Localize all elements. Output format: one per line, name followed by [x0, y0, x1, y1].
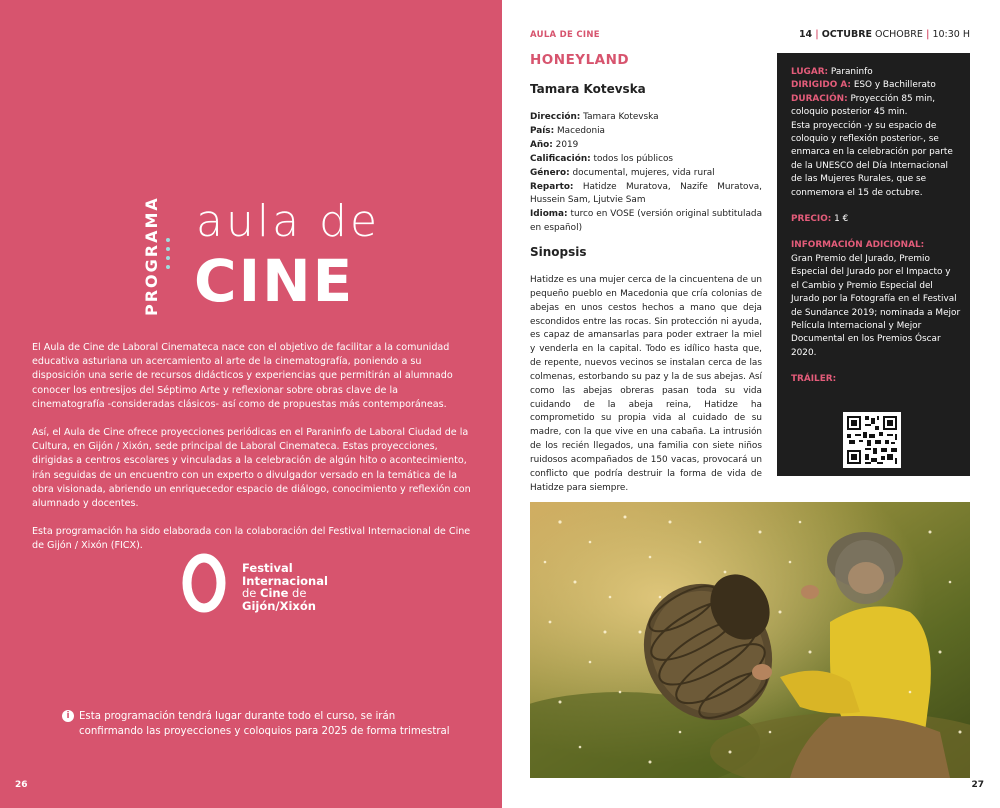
- spec-row: Género: documental, mujeres, vida rural: [530, 167, 715, 178]
- spec-row: País: Macedonia: [530, 125, 605, 136]
- dirigido-line: DIRIGIDO A: ESO y Bachillerato: [791, 80, 936, 91]
- info-box: [777, 53, 970, 476]
- spec-row: Idioma: turco en VOSE (versión original subtitulada en español): [530, 209, 763, 234]
- festival-ring-icon: [182, 552, 226, 614]
- spec-row: Reparto: Hatidze Muratova, Nazife Muratova, Hussein Sam, Ljutvie Sam: [530, 181, 762, 206]
- info-icon: i: [62, 710, 74, 722]
- trailer-qr-code[interactable]: [843, 412, 901, 468]
- spec-row: Calificación: todos los públicos: [530, 153, 674, 164]
- section-kicker: AULA DE CINE: [530, 30, 600, 40]
- precio-line: PRECIO: 1 €: [791, 214, 849, 225]
- date-time: 10:30 H: [932, 29, 970, 40]
- intro-paragraph-1: El Aula de Cine de Laboral Cinemateca nace con el objetivo de facilitar a la comunidad educativa asturiana un acercamiento al arte de la cinematografía, poniendo a su disposición una serie de recursos didácticos y experiencias que permitirán al alumnado conocer los entresijos del Séptimo Arte y reflexionar sobre obras clave de la cinematografía -consideradas clásicos- así como de propuestas más contemporáneas.: [32, 342, 453, 410]
- date-day: 14: [798, 29, 813, 40]
- logo-cine: CINE: [194, 247, 355, 315]
- info-adicional-label: INFORMACIÓN ADICIONAL:: [791, 240, 925, 251]
- context-text: Esta proyección -y su espacio de coloquio y reflexión posterior-, se enmarca en la celebración por parte de la UNESCO del Día Internacional de las Mujeres Rurales, que se conmemora el 15 de octubre.: [791, 120, 953, 198]
- de-cine-de-line: de Cine de: [242, 586, 307, 600]
- date-month-ast: OCHOBRE: [875, 29, 923, 40]
- date-month-es: OCTUBRE: [821, 29, 873, 40]
- internacional-word: Internacional: [242, 573, 328, 588]
- spec-row: Año: 2019: [530, 139, 579, 150]
- sinopsis-text: Hatidze es una mujer cerca de la cincuentena de un pequeño pueblo en Macedonia que cría colonias de abejas en unos cestos hechos a mano que deja escondidos entre las rocas. Sin protección ni ayuda, es capaz de amansarlas para poder extraer la miel y venderla en la capital. Todo es idílico hasta que, de repente, nuevos vecinos se instalan cerca de las colmenas, estorbando su paz y la de sus abejas. Así como las abejas obreras pasan toda su vida cuidando de la abeja reina, Hatidze ha comprometido su propia vida al cuidado de su madre, con la que vive en una cabaña. La intrusión de los recién llegados, una familia con siete niños ruidosos acompañados de 150 vacas, provocará un conflicto que podría destruir la forma de vida de Hatidze para siempre.: [530, 275, 762, 493]
- beekeeper-photo-image: [530, 502, 970, 778]
- logo-aula-de: aula de: [196, 196, 381, 247]
- page-number-right: 27: [971, 780, 984, 790]
- gijon-xixon-word: Gijón/Xixón: [242, 598, 316, 613]
- duracion-line: DURACIÓN: Proyección 85 min, coloquio posterior 45 min.: [791, 93, 936, 118]
- sinopsis-heading: Sinopsis: [530, 245, 587, 259]
- spec-row: Dirección: Tamara Kotevska: [530, 112, 659, 122]
- page-number-left: 26: [15, 780, 28, 790]
- film-still-photo: [530, 502, 970, 778]
- intro-paragraph-2: Así, el Aula de Cine ofrece proyecciones periódicas en el Paraninfo de Laboral Ciudad de la Cultura, en Gijón / Xixón, sede principal de Laboral Cinemateca. Estas proyecciones, dirigidas a centros escolares y vinculadas a la celebración de algún hito o acontecimiento, irán seguidas de un encuentro con un experto o divulgador versado en la temática de la obra visionada, abriendo un enriquecedor espacio de diálogo, conocimiento y reflexión con alumnado y docentes.: [32, 427, 471, 510]
- qr-code-icon: [843, 412, 901, 468]
- film-specs: [530, 111, 762, 236]
- director-heading: Tamara Kotevska: [530, 82, 646, 96]
- festival-word: Festival: [242, 561, 293, 575]
- right-page: [502, 0, 1000, 808]
- screening-date: 14 | OCTUBRE OCHOBRE | 10:30 H: [798, 29, 970, 40]
- trailer-label: TRÁILER:: [791, 374, 837, 385]
- schedule-note-text: Esta programación tendrá lugar durante todo el curso, se irán confirmando las proyecciones y coloquios para 2025 de forma trimestral: [79, 711, 450, 737]
- logo-dots: [166, 238, 174, 274]
- intro-text: [32, 341, 472, 568]
- film-title: HONEYLAND: [530, 52, 630, 68]
- lugar-line: LUGAR: Paraninfo: [791, 67, 873, 77]
- intro-paragraph-3: Esta programación ha sido elaborada con la colaboración del Festival Internacional de Cine de Gijón / Xixón (FICX).: [32, 526, 471, 552]
- festival-logo-text: [242, 562, 328, 612]
- programa-vertical-label: PROGRAMA: [142, 196, 161, 316]
- info-adicional-text: Gran Premio del Jurado, Premio Especial del Jurado por el Impacto y el Cambio y Premio Especial del Jurado por la Fotografía en el Festival de Sundance 2019; nominada a Mejor Película Internacional y Mejor Documental en los Premios Óscar 2020.: [791, 253, 961, 358]
